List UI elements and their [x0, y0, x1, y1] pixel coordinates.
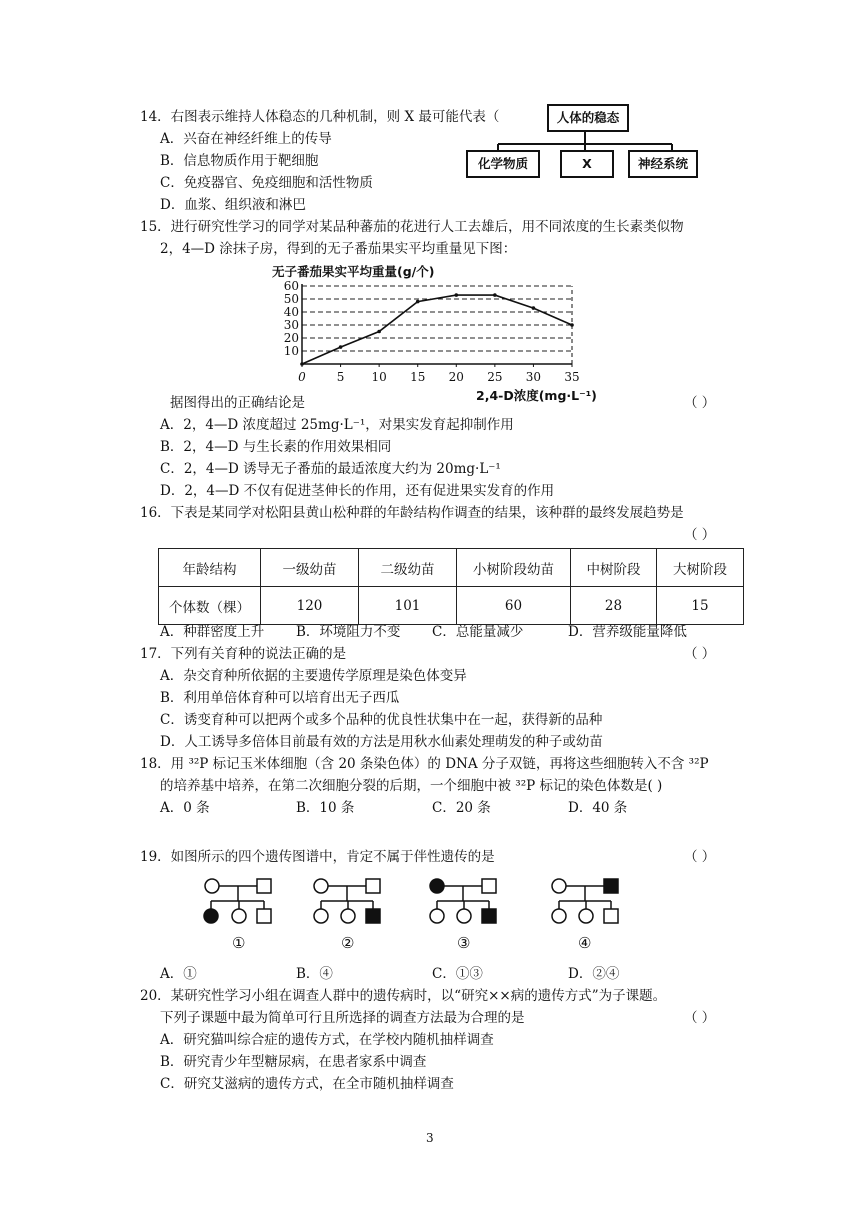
diagram-box-nervous: 神经系统: [628, 150, 698, 178]
q16-option-d: D．营养级能量降低: [568, 624, 687, 640]
q15-option-a: A．2，4—D 浓度超过 25mg·L⁻¹，对果实发育起抑制作用: [160, 417, 514, 433]
q17-option-a: A．杂交育种所依据的主要遗传学原理是染色体变异: [160, 668, 467, 684]
y-tick-label: 40: [283, 305, 299, 319]
q18-line1: 18．用 ³²P 标记玉米体细胞（含 20 条染色体）的 DNA 分子双链，再将这些细胞转入不含 ³²P: [140, 756, 709, 772]
q19-stem: 19．如图所示的四个遗传图谱中，肯定不属于伴性遗传的是: [140, 849, 495, 865]
pedigree-3: [430, 879, 496, 923]
x-tick-label: 0: [298, 370, 306, 384]
pedigree-label-1: ①: [232, 934, 246, 952]
q14-option-d: D．血浆、组织液和淋巴: [160, 197, 306, 213]
q15-stem-line2: 2，4—D 涂抹子房，得到的无子番茄果实平均重量见下图：: [160, 241, 517, 257]
y-tick-label: 10: [283, 344, 299, 358]
table-header: 大树阶段: [657, 549, 744, 587]
data-point: [493, 293, 497, 297]
table-cell: 个体数（棵）: [159, 587, 261, 625]
table-cell: 101: [359, 587, 457, 625]
q17-stem: 17．下列有关育种的说法正确的是: [140, 646, 347, 662]
x-tick-label: 20: [448, 370, 464, 384]
table-header: 二级幼苗: [359, 549, 457, 587]
diagram-box-chemical: 化学物质: [466, 150, 540, 178]
age-structure-table: [158, 548, 744, 625]
pedigree-1: [204, 879, 271, 923]
pedigree-2: [314, 879, 380, 923]
q15-paren: （ ）: [684, 395, 716, 411]
q19-option-a: A．①: [160, 966, 197, 982]
pedigree-label-4: ④: [578, 934, 592, 952]
q20-line1: 20．某研究性学习小组在调查人群中的遗传病时，以“研究××病的遗传方式”为子课题。: [140, 988, 667, 1004]
y-tick-label: 30: [283, 318, 299, 332]
q20-option-b: B．研究青少年型糖尿病，在患者家系中调查: [160, 1054, 427, 1070]
x-tick-label: 10: [371, 370, 387, 384]
series-line: [302, 295, 572, 364]
data-point: [570, 323, 574, 327]
table-cell: 15: [657, 587, 744, 625]
x-tick-label: 5: [336, 370, 345, 384]
q16-stem: 16．下表是某同学对松阳县黄山松种群的年龄结构作调查的结果，该种群的最终发展趋势是: [140, 505, 684, 521]
page-number: 3: [426, 1131, 434, 1145]
pedigrees: [195, 872, 635, 962]
data-point: [377, 330, 381, 334]
q17-paren: （ ）: [684, 646, 716, 662]
q15-option-b: B．2，4—D 与生长素的作用效果相同: [160, 439, 392, 455]
q16-option-a: A．种群密度上升: [160, 624, 265, 640]
table-row: [159, 587, 744, 625]
table-header: 一级幼苗: [261, 549, 359, 587]
diagram-box-homeostasis: 人体的稳态: [547, 104, 629, 132]
q16-option-c: C．总能量减少: [432, 624, 524, 640]
data-point: [532, 306, 536, 310]
q19-paren: （ ）: [684, 849, 716, 865]
q15-option-d: D．2，4—D 不仅有促进茎伸长的作用，还有促进果实发育的作用: [160, 483, 555, 499]
y-tick-label: 20: [283, 331, 299, 345]
x-tick-label: 30: [525, 370, 542, 384]
x-tick-label: 25: [487, 370, 503, 384]
x-tick-label: 15: [410, 370, 426, 384]
q17-option-b: B．利用单倍体育种可以培育出无子西瓜: [160, 690, 400, 706]
q19-option-d: D．②④: [568, 966, 620, 982]
q18-option-b: B．10 条: [296, 800, 355, 816]
q18-option-c: C．20 条: [432, 800, 491, 816]
q14-option-b: B．信息物质作用于靶细胞: [160, 153, 319, 169]
q20-paren: （ ）: [684, 1010, 716, 1026]
q14-option-a: A．兴奋在神经纤维上的传导: [160, 131, 332, 147]
y-tick-label: 50: [283, 292, 299, 306]
q17-option-d: D．人工诱导多倍体目前最有效的方法是用秋水仙素处理萌发的种子或幼苗: [160, 734, 603, 750]
q15-stem-line1: 15．进行研究性学习的同学对某品种蕃茄的花进行人工去雄后，用不同浓度的生长素类似物: [140, 219, 684, 235]
chart-xlabel: 2,4-D浓度(mg·L⁻¹): [476, 388, 597, 403]
q15-option-c: C．2，4—D 诱导无子番茄的最适浓度大约为 20mg·L⁻¹: [160, 461, 501, 477]
table-cell: 60: [457, 587, 571, 625]
chart-title: 无子番茄果实平均重量(g/个): [272, 264, 435, 279]
data-point: [339, 345, 343, 349]
q19-option-b: B．④: [296, 966, 333, 982]
y-tick-label: 60: [283, 279, 299, 293]
q17-option-c: C．诱变育种可以把两个或多个品种的优良性状集中在一起，获得新的品种: [160, 712, 603, 728]
table-cell: 28: [571, 587, 657, 625]
data-point: [454, 293, 458, 297]
q20-line2: 下列子课题中最为简单可行且所选择的调查方法最为合理的是: [160, 1010, 525, 1026]
table-header: 中树阶段: [571, 549, 657, 587]
q15-conclusion: 据图得出的正确结论是: [170, 395, 305, 411]
diagram-box-x: X: [560, 150, 614, 178]
q20-option-c: C．研究艾滋病的遗传方式，在全市随机抽样调查: [160, 1076, 454, 1092]
q14-option-c: C．免疫器官、免疫细胞和活性物质: [160, 175, 373, 191]
pedigree-4: [552, 879, 618, 923]
pedigree-label-3: ③: [457, 934, 471, 952]
q18-option-d: D．40 条: [568, 800, 628, 816]
q16-paren: （ ）: [684, 527, 716, 543]
q19-option-c: C．①③: [432, 966, 483, 982]
data-point: [416, 300, 420, 304]
data-point: [300, 362, 304, 366]
q14-stem: 14．右图表示维持人体稳态的几种机制，则 X 最可能代表（: [140, 109, 500, 125]
q16-option-b: B．环境阻力不变: [296, 624, 401, 640]
q20-option-a: A．研究猫叫综合症的遗传方式，在学校内随机抽样调查: [160, 1032, 494, 1048]
table-header: 小树阶段幼苗: [457, 549, 571, 587]
table-header: 年龄结构: [159, 549, 261, 587]
pedigree-label-2: ②: [341, 934, 355, 952]
table-header-row: [159, 549, 744, 587]
q18-option-a: A．0 条: [160, 800, 210, 816]
x-tick-label: 35: [564, 370, 580, 384]
q18-line2: 的培养基中培养，在第二次细胞分裂的后期，一个细胞中被 ³²P 标记的染色体数是( ): [160, 778, 663, 794]
table-cell: 120: [261, 587, 359, 625]
